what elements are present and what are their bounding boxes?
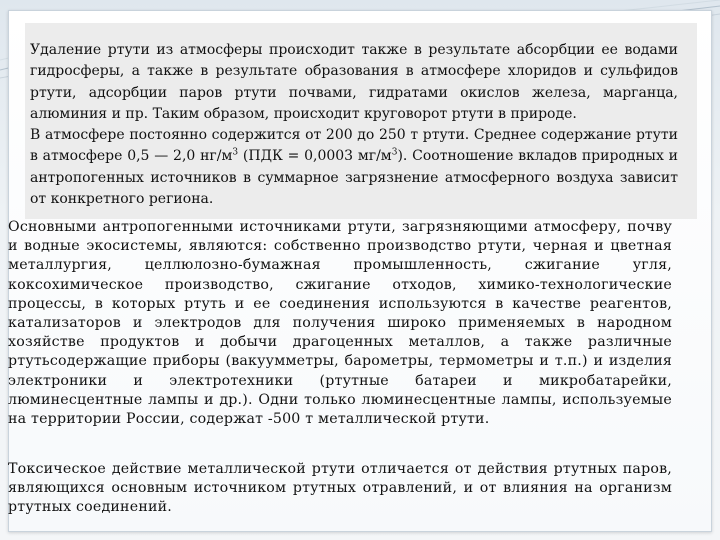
top-paragraph bbox=[30, 40, 678, 210]
main-paragraph: Основными антропогенными источниками ртути, загрязняющими атмосферу, почву и водные экосистемы, являются: собственно производство ртути, черная и цветная металлургия, целлюлозно-бумажная промышленность, сжигание угля, коксохимическое производство, сжигание отходов, химико-технологические процессы, в которых ртуть и ее соединения используются в качестве реагентов, катализаторов и электродов для получения широко применяемых в народном хозяйстве продуктов и добычи драгоценных металлов, а также различные ртутьсодержащие приборы (вакуумметры, барометры, термометры и т.п.) и изделия электроники и электротехники (ртутные батареи и микробатарейки, люминесцентные лампы и др.). Одни только люминесцентные лампы, используемые на территории России, содержат -500 т металлической ртути. bbox=[8, 219, 672, 428]
top-paragraph-part-2a: В атмосфере постоянно содержится от 200 до 250 т ртути. Среднее содержание ртути в атмосфере 0,5 — 2,0 нг/м bbox=[30, 127, 678, 165]
top-paragraph-part-2b: (ПДК = 0,0003 мг/м bbox=[238, 148, 392, 165]
top-paragraph-part-1: Удаление ртути из атмосферы происходит также в результате абсорбции ее водами гидросферы, а также в результате образования в атмосфере хлоридов и сульфидов ртути, адсорбции паров ртути почвами, гидратами окислов железа, марганца, алюминия и пр. Таким образом, происходит круговорот ртути в природе. bbox=[30, 42, 678, 122]
superscript-3: 3 bbox=[391, 147, 398, 158]
top-paragraph-part-2c: ). Соотношение вкладов природных и антропогенных источников в суммарное загрязнение атмосферного воздуха зависит от конкретного региона. bbox=[30, 148, 678, 208]
superscript-3: 3 bbox=[232, 147, 239, 158]
toxicity-paragraph: Токсическое действие металлической ртути отличается от действия ртутных паров, являющихся основным источником ртутных отравлений, и от влияния на организм ртутных соединений. bbox=[8, 461, 672, 516]
